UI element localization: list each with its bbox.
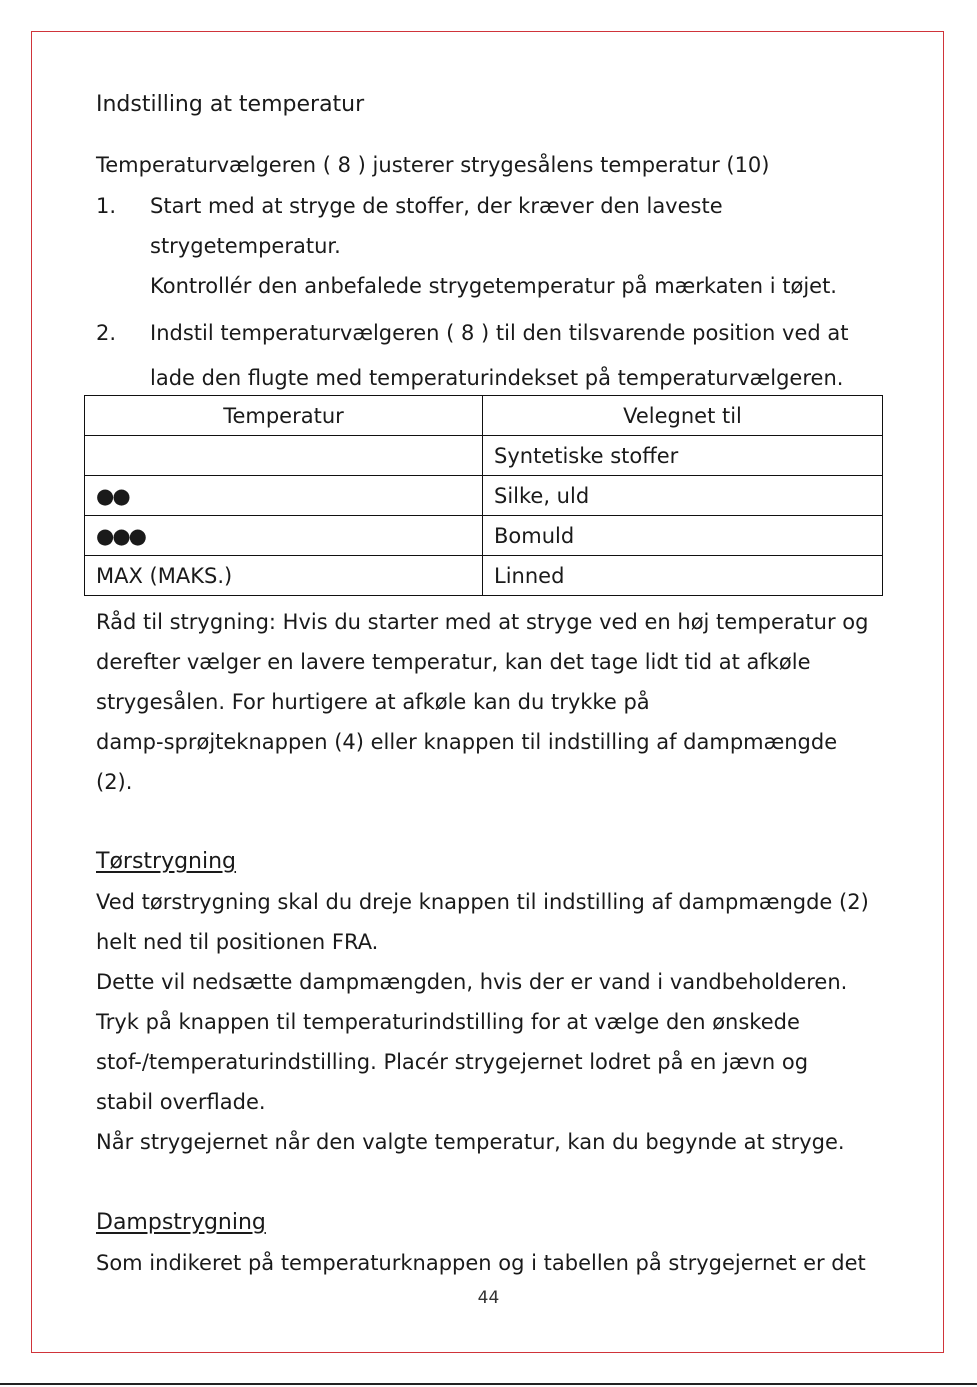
heading-temperature: Indstilling at temperatur: [96, 92, 365, 117]
heading-steam-ironing: Dampstrygning: [96, 1210, 266, 1235]
bottom-rule: [0, 1383, 977, 1385]
step-line: lade den flugte med temperaturindekset på temperaturvælgeren.: [150, 366, 844, 390]
dry-line: stof-/temperaturindstilling. Placér strygejernet lodret på en jævn og: [96, 1050, 809, 1074]
fabric-cell: Linned: [483, 556, 883, 596]
dry-line: Tryk på knappen til temperaturindstilling for at vælge den ønskede: [96, 1010, 800, 1034]
table-row: [85, 556, 883, 596]
dry-line: stabil overflade.: [96, 1090, 266, 1114]
tip-line: strygesålen. For hurtigere at afkøle kan du trykke på: [96, 690, 650, 714]
table-row: [85, 436, 883, 476]
table-header-row: [85, 396, 883, 436]
dry-line: helt ned til positionen FRA.: [96, 930, 379, 954]
table-row: [85, 476, 883, 516]
dry-line: Dette vil nedsætte dampmængden, hvis der er vand i vandbeholderen.: [96, 970, 848, 994]
fabric-cell: Silke, uld: [483, 476, 883, 516]
step-line: strygetemperatur.: [150, 234, 341, 258]
steam-line: Som indikeret på temperaturknappen og i tabellen på strygejernet er det: [96, 1251, 866, 1275]
temp-cell: MAX (MAKS.): [85, 556, 483, 596]
tip-line: derefter vælger en lavere temperatur, kan det tage lidt tid at afkøle: [96, 650, 811, 674]
step-line: Kontrollér den anbefalede strygetemperatur på mærkaten i tøjet.: [150, 274, 837, 298]
step-number: 1.: [96, 194, 117, 218]
dry-line: Ved tørstrygning skal du dreje knappen til indstilling af dampmængde (2): [96, 890, 869, 914]
tip-line: (2).: [96, 770, 133, 794]
dry-line: Når strygejernet når den valgte temperatur, kan du begynde at stryge.: [96, 1130, 845, 1154]
heading-dry-ironing: Tørstrygning: [96, 849, 237, 874]
step-line: Indstil temperaturvælgeren ( 8 ) til den tilsvarende position ved at: [150, 321, 849, 345]
fabric-cell: Syntetiske stoffer: [483, 436, 883, 476]
temperature-table: [84, 395, 883, 596]
header-suitable-for: Velegnet til: [483, 396, 883, 436]
tip-line: Råd til strygning: Hvis du starter med at stryge ved en høj temperatur og: [96, 610, 869, 634]
temp-cell: [85, 436, 483, 476]
tip-line: damp-sprøjteknappen (4) eller knappen til indstilling af dampmængde: [96, 730, 838, 754]
header-temperature: Temperatur: [85, 396, 483, 436]
page-number: 44: [477, 1288, 500, 1308]
intro-text: Temperaturvælgeren ( 8 ) justerer strygesålens temperatur (10): [96, 153, 770, 177]
table-row: [85, 516, 883, 556]
fabric-cell: Bomuld: [483, 516, 883, 556]
step-number: 2.: [96, 321, 117, 345]
temp-dots-cell: ●●●: [85, 516, 483, 556]
step-line: Start med at stryge de stoffer, der kræver den laveste: [150, 194, 723, 218]
temp-dots-cell: ●●: [85, 476, 483, 516]
